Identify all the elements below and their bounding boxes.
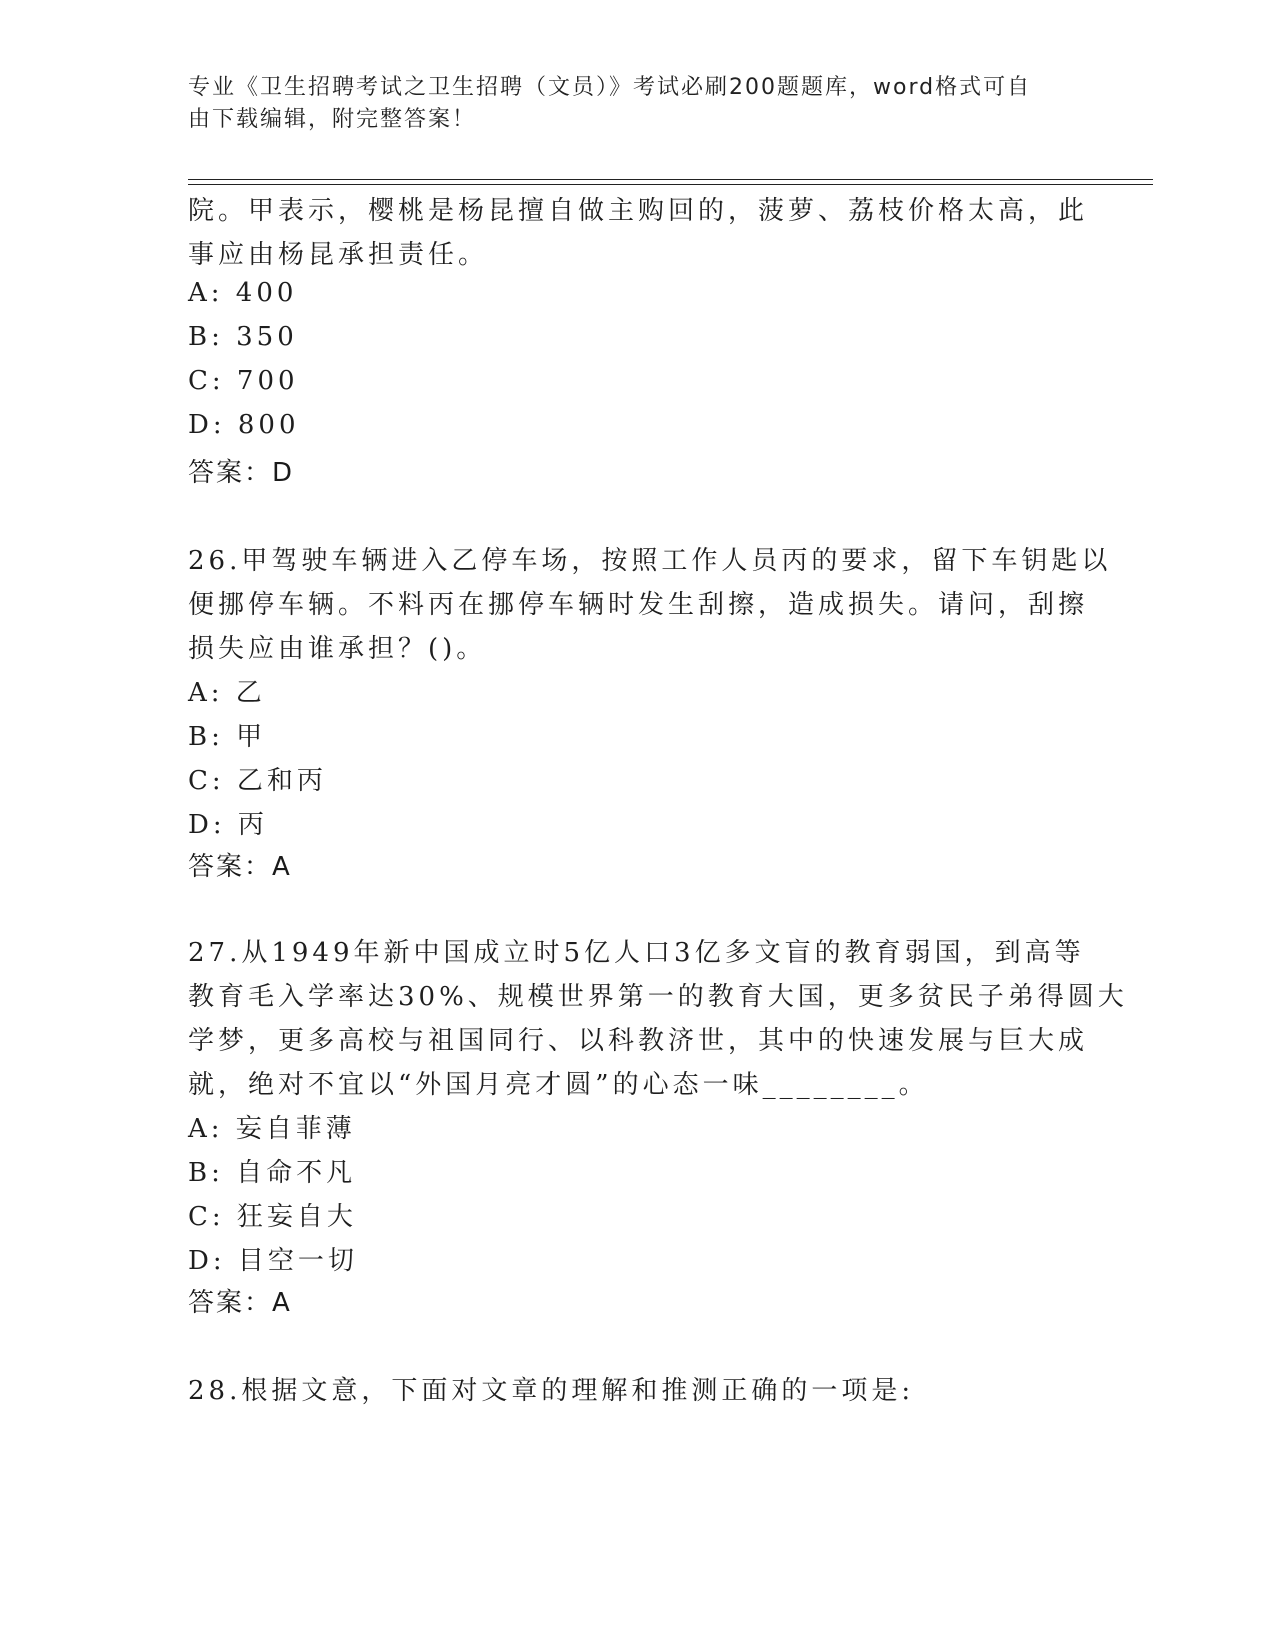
q26-option-b: B: 甲	[188, 722, 267, 752]
q26-answer: 答案：A	[188, 852, 292, 882]
q25-text-line-1: 院。甲表示，樱桃是杨昆擅自做主购回的，菠萝、荔枝价格太高，此	[188, 196, 1089, 226]
header-line-1: 专业《卫生招聘考试之卫生招聘（文员）》考试必刷200题题库，word格式可自	[188, 75, 1032, 100]
q25-option-d: D: 800	[188, 410, 300, 440]
q25-answer: 答案：D	[188, 458, 295, 488]
q27-text-line-3: 学梦，更多高校与祖国同行、以科教济世，其中的快速发展与巨大成	[188, 1026, 1089, 1056]
q27-option-c: C: 狂妄自大	[188, 1202, 357, 1232]
q26-option-d: D: 丙	[188, 810, 268, 840]
q26-option-c: C: 乙和丙	[188, 766, 327, 796]
q27-option-d: D: 目空一切	[188, 1246, 358, 1276]
q25-option-c: C: 700	[188, 366, 299, 396]
header-line-2: 由下载编辑，附完整答案！	[188, 107, 477, 132]
q27-text-line-2: 教育毛入学率达30%、规模世界第一的教育大国，更多贫民子弟得圆大	[188, 982, 1128, 1012]
q25-option-a: A: 400	[188, 278, 298, 308]
page-header	[188, 72, 1068, 136]
q25-option-b: B: 350	[188, 322, 298, 352]
q27-text-line-4: 就，绝对不宜以“外国月亮才圆”的心态一味________。	[188, 1070, 929, 1100]
q28-text-line-1: 28.根据文意，下面对文章的理解和推测正确的一项是:	[188, 1376, 915, 1406]
header-rule-top	[188, 179, 1153, 180]
q26-option-a: A: 乙	[188, 678, 266, 708]
header-rule-bottom	[188, 184, 1153, 185]
q27-text-line-1: 27.从1949年新中国成立时5亿人口3亿多文盲的教育弱国，到高等	[188, 938, 1085, 968]
q26-text-line-3: 损失应由谁承担？()。	[188, 634, 487, 664]
q27-option-a: A: 妄自菲薄	[188, 1114, 356, 1144]
q26-text-line-1: 26.甲驾驶车辆进入乙停车场，按照工作人员丙的要求，留下车钥匙以	[188, 546, 1112, 576]
q25-text-line-2: 事应由杨昆承担责任。	[188, 240, 489, 270]
q27-option-b: B: 自命不凡	[188, 1158, 357, 1188]
q26-text-line-2: 便挪停车辆。不料丙在挪停车辆时发生刮擦，造成损失。请问，刮擦	[188, 590, 1089, 620]
q27-answer: 答案：A	[188, 1288, 292, 1318]
